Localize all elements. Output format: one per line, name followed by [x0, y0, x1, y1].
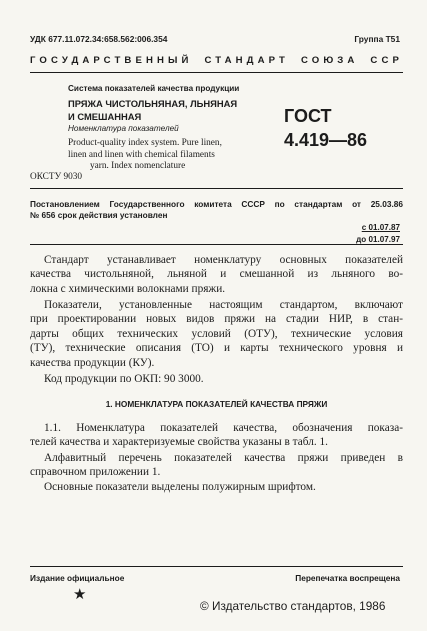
text-line: 1.1. Номенклатура показателей качества, обозначения показа- — [44, 422, 403, 434]
title-ru-line-2: И СМЕШАННАЯ — [68, 111, 142, 122]
copyright: © Издательство стандартов, 1986 — [200, 599, 386, 613]
decree-line-2: № 656 срок действия установлен — [30, 210, 168, 220]
title-en-line-1: Product-quality index system. Pure linen, — [68, 138, 222, 148]
subtitle-ru: Номенклатура показателей — [68, 124, 179, 133]
footer-rule — [30, 566, 403, 567]
paragraph-nomenclature — [30, 421, 403, 450]
section-heading: 1. НОМЕНКЛАТУРА ПОКАЗАТЕЛЕЙ КАЧЕСТВА ПРЯЖИ — [105, 399, 328, 409]
paragraph-application — [30, 298, 403, 370]
valid-to: до 01.07.97 — [356, 235, 400, 244]
valid-from: с 01.07.87 — [361, 223, 400, 232]
banner-rule — [30, 72, 403, 73]
text-line: Стандарт устанавливает номенклатуру основных показателей — [44, 254, 403, 266]
paragraph-scope — [30, 253, 403, 296]
okstu-code: ОКСТУ 9030 — [30, 172, 83, 182]
text-line: Показатели, установленные настоящим стандартом, включают — [44, 299, 403, 311]
text-line: (ТУ), технические описания (ТО) и карты технического уровня и — [30, 342, 403, 355]
text-line: качества продукции (КУ). — [30, 356, 155, 369]
title-en-line-2: linen and linen with chemical filaments — [68, 149, 215, 160]
official-edition: Издание официальное — [30, 573, 125, 583]
title-en-line-3: yarn. Index nomenclature — [90, 161, 186, 171]
paragraph-bold-note — [30, 480, 403, 494]
gost-label: ГОСТ — [284, 106, 332, 126]
text-line: телей качества и характеризуемые свойства указаны в табл. 1. — [30, 436, 328, 449]
text-line: дарты общих технических условий (ОТУ), технические условия — [30, 327, 403, 340]
text-line: Основные показатели выделены полужирным шрифтом. — [44, 481, 316, 493]
udc-code: УДК 677.11.072.34:658.562:006.354 — [30, 34, 168, 44]
text-line: качества чистольняной, льняной и смешанной из льняного во- — [30, 268, 403, 281]
system-line: Система показателей качества продукции — [68, 84, 240, 93]
reprint-prohibited: Перепечатка воспрещена — [295, 573, 400, 583]
title-rule — [30, 188, 403, 189]
title-ru-line-1: ПРЯЖА ЧИСТОЛЬНЯНАЯ, ЛЬНЯНАЯ — [68, 98, 238, 109]
decree-line-1: Постановлением Государственного комитета СССР по стандартам от 25.03.86 — [30, 199, 403, 209]
paragraph-index — [30, 451, 403, 480]
standard-banner: ГОСУДАРСТВЕННЫЙ СТАНДАРТ СОЮЗА ССР — [30, 55, 403, 66]
paragraph-okp — [30, 372, 403, 386]
gost-number: 4.419—86 — [284, 130, 368, 150]
star-icon: ★ — [73, 587, 87, 603]
text-line: Код продукции по ОКП: 90 3000. — [44, 373, 204, 385]
decree-rule — [30, 244, 403, 245]
text-line: при проектировании новых видов пряжи на стадии НИР, в стан- — [30, 313, 403, 326]
group-code: Группа Т51 — [354, 34, 400, 44]
text-line: Алфавитный перечень показателей качества пряжи приведен в — [44, 452, 403, 464]
text-line: локна с химическими волокнами пряжи. — [30, 282, 226, 295]
text-line: справочном приложении 1. — [30, 466, 161, 479]
